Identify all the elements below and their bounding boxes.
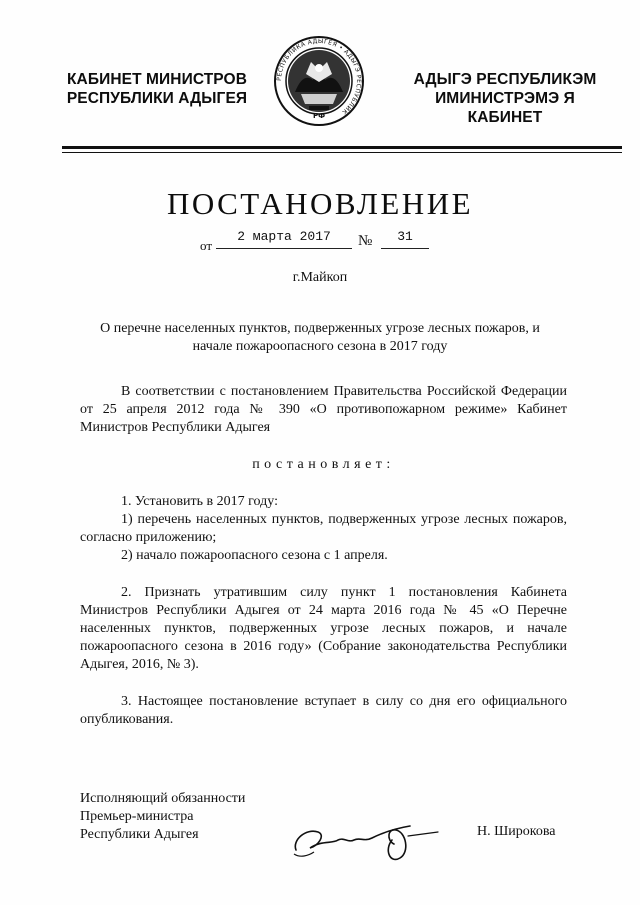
coat-of-arms-emblem <box>273 32 365 130</box>
document-body <box>80 383 567 729</box>
subject-line2: начале пожароопасного сезона в 2017 году <box>192 339 448 354</box>
subject-line1: О перечне населенных пунктов, подверженных угрозе лесных пожаров, и <box>100 321 540 336</box>
number-label: № <box>358 233 373 249</box>
paragraph-1: 1. Установить в 2017 году: <box>121 494 278 509</box>
handwritten-signature <box>288 810 448 868</box>
paragraph-1-item-2: 2) начало пожароопасного сезона с 1 апреля. <box>121 548 388 563</box>
document-title: ПОСТАНОВЛЕНИЕ <box>166 186 474 221</box>
city: г.Майкоп <box>292 270 348 285</box>
header-divider-thin <box>62 152 622 153</box>
signatory-name: Н. Широкова <box>477 824 556 839</box>
signatory-line2: Премьер-министра <box>80 809 194 824</box>
header-left-line2: РЕСПУБЛИКИ АДЫГЕЯ <box>66 90 248 107</box>
paragraph-3: 3. Настоящее постановление вступает в силу со дня его официального опубликования. <box>80 694 567 727</box>
date-number-line <box>0 228 640 258</box>
number-field: 31 <box>381 228 429 249</box>
paragraph-2: 2. Признать утратившим силу пункт 1 постановления Кабинета Министров Республики Адыгея от 24 марта 2016 года № 45 «О Перечне населенных пунктов, подверженных угрозе лесных пожаров, и начале пожароопасного сезона в 2016 году» (Собрание законодательства Республики Адыгея, 2016, № 3). <box>80 585 567 672</box>
document-subject <box>70 320 570 356</box>
header-divider-thick <box>62 146 622 149</box>
header-right-org <box>400 70 610 127</box>
decree-word: постановляет: <box>252 457 395 472</box>
emblem-ring-text: РЕСПУБЛИКА АДЫГЕЯ • АДЫГЭ РЕСПУБЛИК <box>275 37 363 116</box>
preamble-paragraph: В соответствии с постановлением Правительства Российской Федерации от 25 апреля 2012 года № 390 «О противопожарном режиме» Кабинет Министров Республики Адыгея <box>80 384 567 435</box>
signatory-line3: Республики Адыгея <box>80 827 199 842</box>
signatory-title <box>80 790 245 844</box>
header-left-line1: КАБИНЕТ МИНИСТРОВ <box>67 71 247 88</box>
emblem-bottom-text: РФ <box>312 112 326 120</box>
paragraph-1-item-1: 1) перечень населенных пунктов, подверженных угрозе лесных пожаров, согласно приложению; <box>80 512 567 545</box>
header-right-line2: ИМИНИСТРЭМЭ Я КАБИНЕТ <box>435 90 575 126</box>
signatory-line1: Исполняющий обязанности <box>80 791 246 806</box>
date-field: 2 марта 2017 <box>216 228 352 249</box>
date-label: от <box>200 238 213 253</box>
header-left-org <box>62 70 252 108</box>
header-right-line1: АДЫГЭ РЕСПУБЛИКЭМ <box>413 71 597 88</box>
